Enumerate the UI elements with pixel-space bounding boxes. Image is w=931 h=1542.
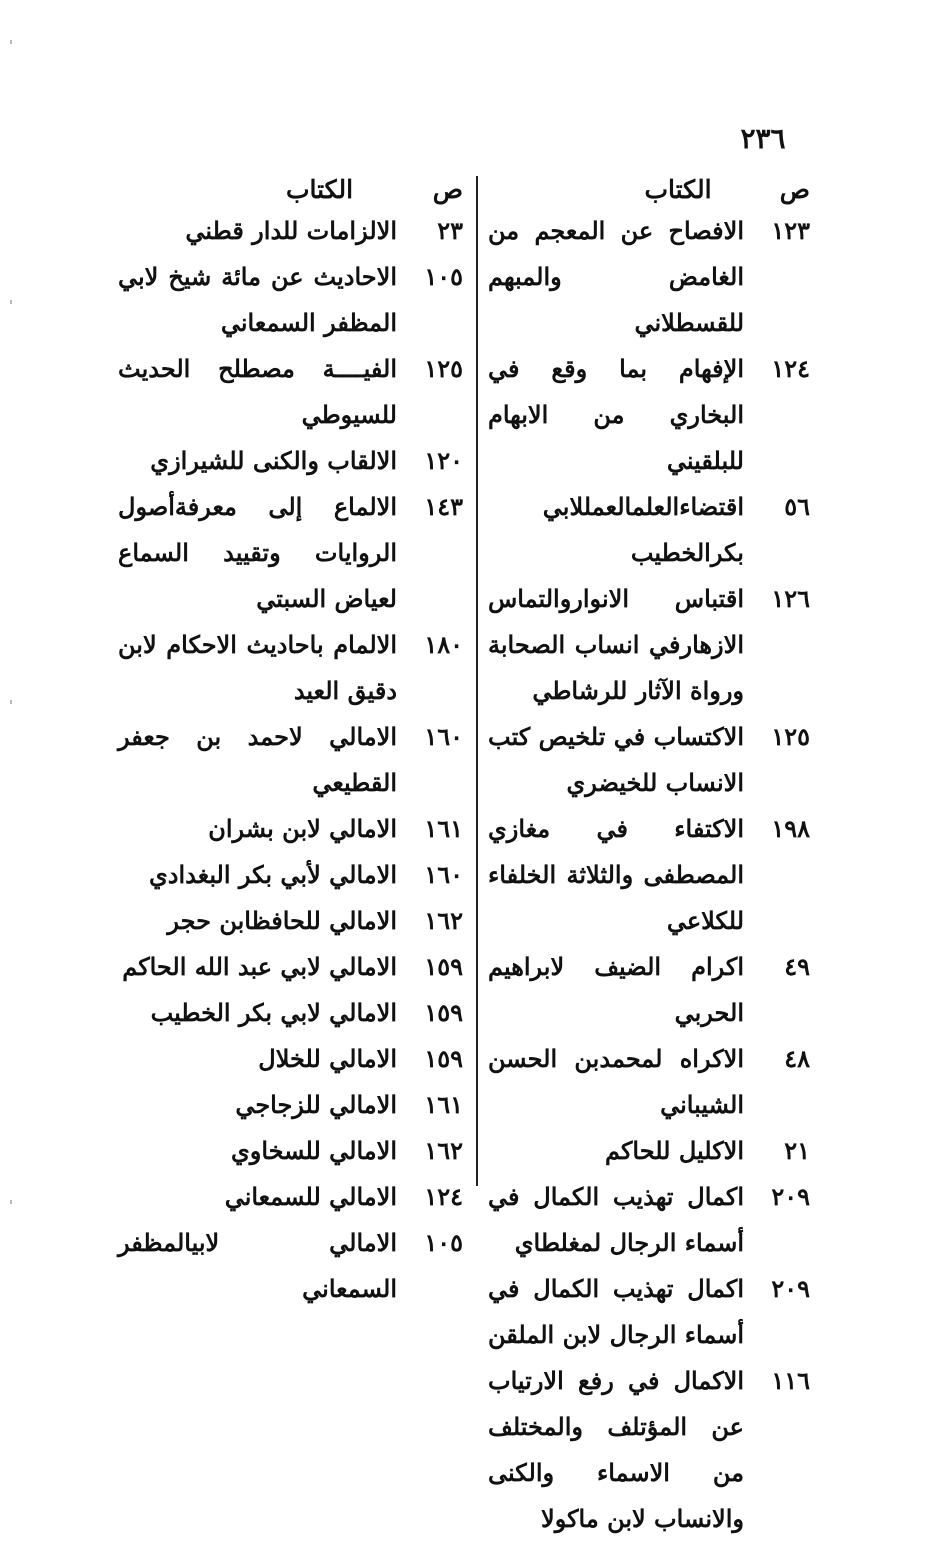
index-entry — [118, 1082, 463, 1128]
entry-title: الافصاح عن المعجم من الغامض والمبهم للقسطلاني — [488, 216, 744, 337]
entry-page: ١٢٣ — [771, 216, 810, 245]
entry-page: ٢٠٩ — [771, 1182, 810, 1211]
entry-page: ٥٦ — [784, 492, 810, 521]
entry-page: ١٢٤ — [771, 354, 810, 383]
index-entry — [488, 1128, 810, 1174]
column-divider — [476, 176, 478, 1186]
index-entry — [118, 1128, 463, 1174]
index-entry — [118, 944, 463, 990]
entry-title: الاكراه لمحمدبن الحسن الشيباني — [488, 1044, 744, 1119]
index-entry — [488, 1358, 810, 1542]
index-entry — [488, 484, 810, 576]
entry-title: الامالي للسمعاني — [224, 1182, 397, 1211]
entry-page: ١٢٦ — [771, 584, 810, 613]
page-column-label: ص — [779, 174, 810, 204]
entry-title: الامالي للحافظابن حجر — [167, 906, 397, 935]
book-column-label: الكتاب — [644, 174, 712, 204]
scan-mark — [10, 1200, 12, 1204]
entry-title: اكمال تهذيب الكمال في أسماء الرجال لابن الملقن — [488, 1274, 744, 1349]
entry-page: ١٢٠ — [424, 446, 463, 475]
entry-title: اقتباس الانواروالتماس الازهارفي انساب الصحابة ورواة الآثار للرشاطي — [488, 584, 744, 705]
entry-page: ١٠٥ — [424, 262, 463, 291]
entry-page: ١١٦ — [771, 1366, 810, 1395]
index-entry — [488, 1036, 810, 1128]
index-entry — [118, 806, 463, 852]
entry-title: الامالي للسخاوي — [230, 1136, 397, 1165]
index-entry — [488, 1174, 810, 1266]
scan-mark — [10, 700, 12, 704]
entry-page: ١٥٩ — [424, 1044, 463, 1073]
index-entry — [118, 1220, 463, 1312]
entry-title: الالزامات للدار قطني — [185, 216, 397, 245]
entry-title: الاكليل للحاكم — [605, 1136, 744, 1165]
entry-page: ١٦١ — [424, 814, 463, 843]
entry-page: ٢٠٩ — [771, 1274, 810, 1303]
entry-title: الامالي لأبي بكر البغدادي — [149, 860, 397, 889]
index-entry — [118, 484, 463, 622]
index-entry — [118, 990, 463, 1036]
entry-title: الفيــــة مصطلح الحديث للسيوطي — [118, 354, 397, 429]
entry-page: ١٤٣ — [424, 492, 463, 521]
index-entry — [118, 438, 463, 484]
index-entry — [118, 346, 463, 438]
index-entry — [118, 622, 463, 714]
entry-page: ١٨٠ — [424, 630, 463, 659]
entry-page: ١٢٤ — [424, 1182, 463, 1211]
index-entry — [118, 208, 463, 254]
scan-mark — [10, 300, 12, 304]
entry-title: الامالي لابن بشران — [208, 814, 397, 843]
entry-title: الالماع إلى معرفةأصول الروايات وتقييد السماع لعياض السبتي — [118, 492, 397, 613]
entry-page: ٤٩ — [784, 952, 810, 981]
index-entry — [488, 944, 810, 1036]
column-header — [118, 170, 463, 208]
entry-page: ١٦٢ — [424, 906, 463, 935]
index-column-right — [488, 170, 810, 1542]
index-entry — [118, 1036, 463, 1082]
entry-title: الالقاب والكنى للشيرازي — [150, 446, 397, 475]
index-entry — [488, 806, 810, 944]
entry-page: ١٦٠ — [424, 860, 463, 889]
entry-title: الالمام باحاديث الاحكام لابن دقيق العيد — [118, 630, 397, 705]
index-entry — [118, 714, 463, 806]
entry-page: ١٦١ — [424, 1090, 463, 1119]
entry-page: ١٠٥ — [424, 1228, 463, 1257]
index-entry — [488, 576, 810, 714]
column-header — [488, 170, 810, 208]
entry-page: ١٢٥ — [771, 722, 810, 751]
entry-title: الاكتساب في تلخيص كتب الانساب للخيضري — [488, 722, 744, 797]
index-entry — [488, 714, 810, 806]
book-column-label: الكتاب — [285, 174, 354, 204]
entry-title: الاحاديث عن مائة شيخ لابي المظفر السمعاني — [118, 262, 397, 337]
entry-title: الامالي للزجاجي — [235, 1090, 397, 1119]
scan-mark — [10, 40, 12, 44]
index-column-left — [118, 170, 463, 1312]
index-entry — [488, 346, 810, 484]
entry-title: الامالي لابي عبد الله الحاكم — [122, 952, 397, 981]
entry-title: الامالي لابيالمظفر السمعاني — [118, 1228, 397, 1303]
entry-title: اكمال تهذيب الكمال في أسماء الرجال لمغلطاي — [488, 1182, 744, 1257]
entry-page: ١٥٩ — [424, 952, 463, 981]
entry-title: الاكمال في رفع الارتياب عن المؤتلف والمختلف من الاسماء والكنى والانساب لابن ماكولا — [488, 1366, 744, 1533]
index-entry — [488, 1266, 810, 1358]
index-entry — [488, 208, 810, 346]
entry-page: ٢٣ — [437, 216, 463, 245]
entry-page: ١٦٢ — [424, 1136, 463, 1165]
entry-title: الاكتفاء في مغازي المصطفى والثلاثة الخلفاء للكلاعي — [488, 814, 744, 935]
entry-title: اقتضاءالعلمالعمللابي بكرالخطيب — [542, 492, 744, 567]
index-entry — [118, 1174, 463, 1220]
entry-title: الامالي لابي بكر الخطيب — [150, 998, 397, 1027]
entry-title: الامالي للخلال — [258, 1044, 397, 1073]
index-entry — [118, 852, 463, 898]
index-entry — [118, 254, 463, 346]
index-entry — [118, 898, 463, 944]
entry-page: ٢١ — [784, 1136, 810, 1165]
entry-page: ٤٨ — [784, 1044, 810, 1073]
entry-title: الامالي لاحمد بن جعفر القطيعي — [118, 722, 397, 797]
entry-title: الإفهام بما وقع في البخاري من الابهام للبلقيني — [488, 354, 744, 475]
entry-page: ١٢٥ — [424, 354, 463, 383]
page-number: ٢٣٦ — [740, 122, 786, 155]
entry-page: ١٦٠ — [424, 722, 463, 751]
page-column-label: ص — [432, 174, 463, 204]
entry-page: ١٥٩ — [424, 998, 463, 1027]
entry-page: ١٩٨ — [771, 814, 810, 843]
entry-title: اكرام الضيف لابراهيم الحربي — [488, 952, 744, 1027]
